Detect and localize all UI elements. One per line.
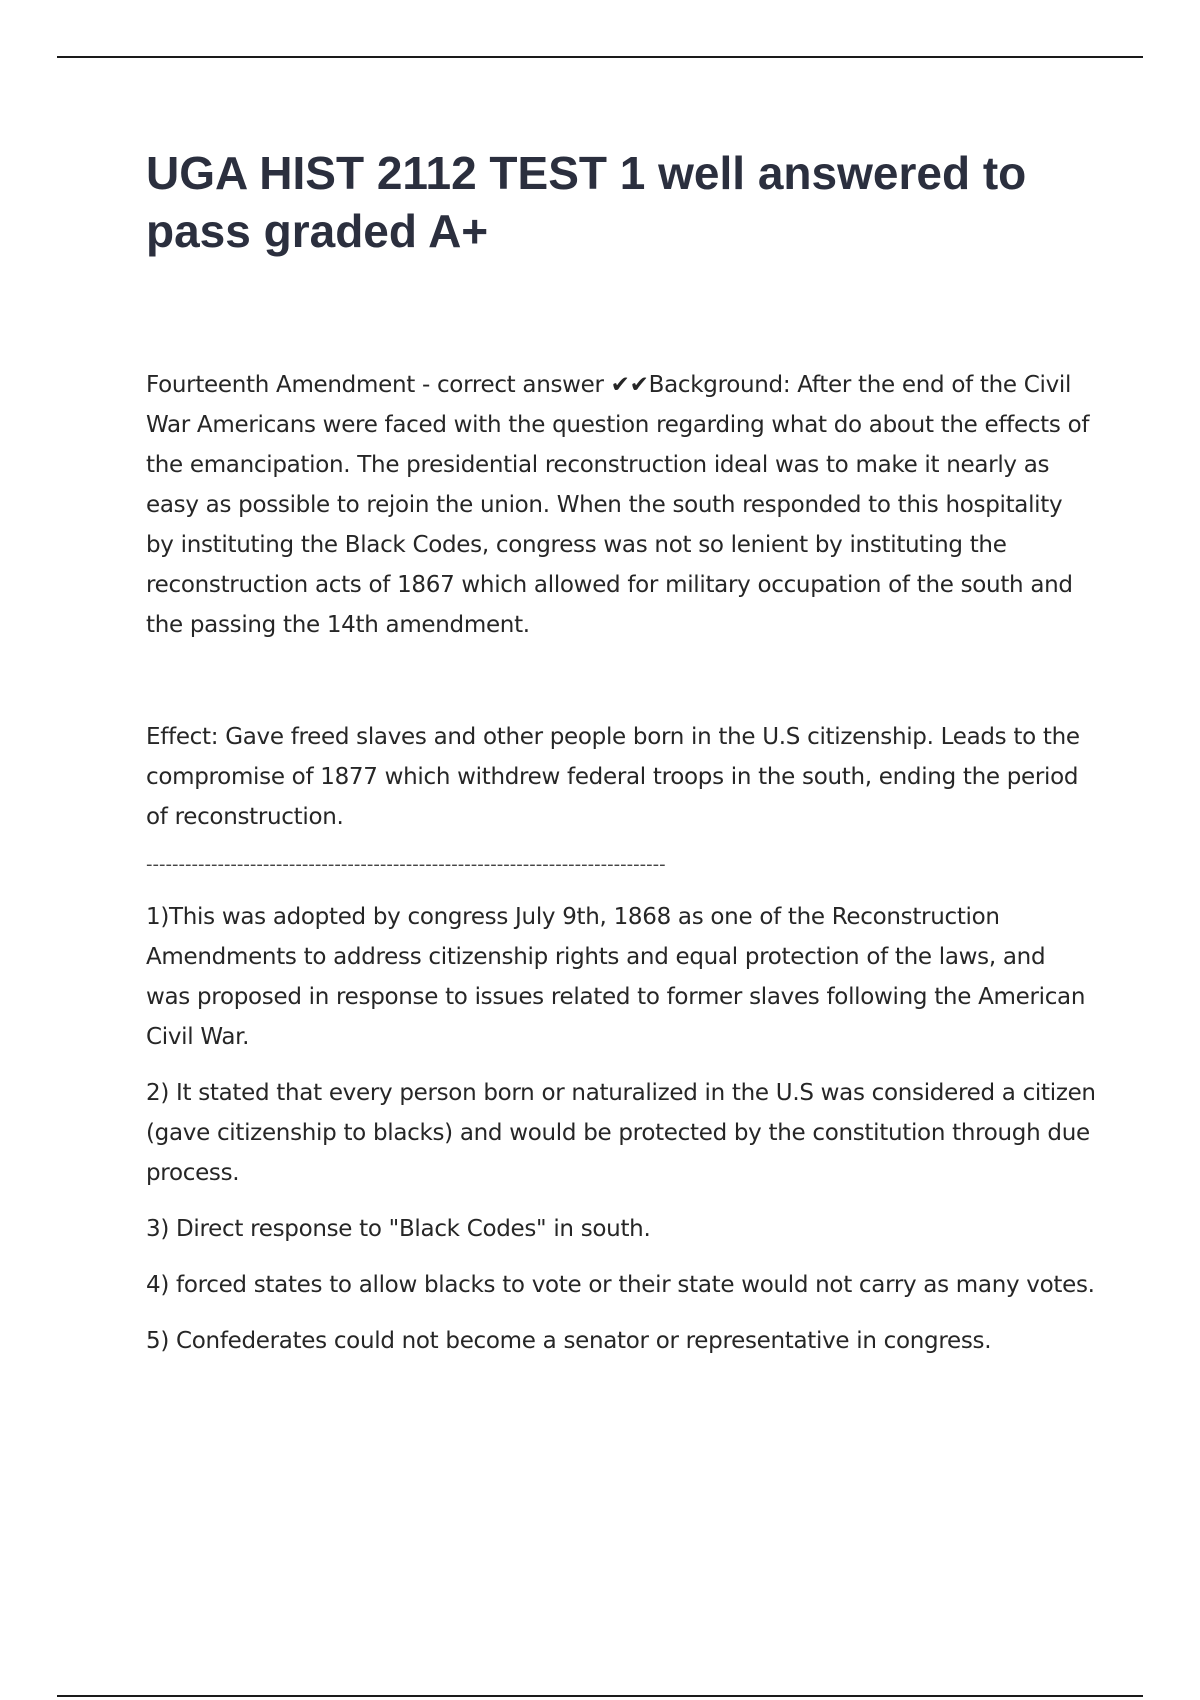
list-item: 1)This was adopted by congress July 9th, 1868 as one of the Reconstruction Amendments to address citizenship rights and equal protection of the laws, and was proposed in response to issues related to former slaves following the American Civil War. xyxy=(146,904,1086,1050)
document-body xyxy=(146,365,1096,1377)
top-rule xyxy=(57,56,1143,58)
bottom-rule xyxy=(57,1695,1143,1697)
list-item: 2) It stated that every person born or naturalized in the U.S was considered a citizen (gave citizenship to blacks) and would be protected by the constitution through due process. xyxy=(146,1080,1096,1186)
dashed-divider: -------------------------------------------------------------------------------- xyxy=(146,854,666,875)
list-item: 4) forced states to allow blacks to vote or their state would not carry as many votes. xyxy=(146,1272,1095,1298)
document-title: UGA HIST 2112 TEST 1 well answered to pass graded A+ xyxy=(146,147,1027,257)
background-paragraph: Fourteenth Amendment - correct answer ✔✔Background: After the end of the Civil War Americans were faced with the question regarding what do about the effects of the emancipation. The presidential reconstruction ideal was to make it nearly as easy as possible to rejoin the union. When the south responded to this hospitality by instituting the Black Codes, congress was not so lenient by instituting the reconstruction acts of 1867 which allowed for military occupation of the south and the passing the 14th amendment. xyxy=(146,372,1090,638)
effect-paragraph: Effect: Gave freed slaves and other people born in the U.S citizenship. Leads to the compromise of 1877 which withdrew federal troops in the south, ending the period of reconstruction. xyxy=(146,724,1080,830)
list-item: 3) Direct response to "Black Codes" in south. xyxy=(146,1216,651,1242)
list-item: 5) Confederates could not become a senator or representative in congress. xyxy=(146,1328,992,1354)
